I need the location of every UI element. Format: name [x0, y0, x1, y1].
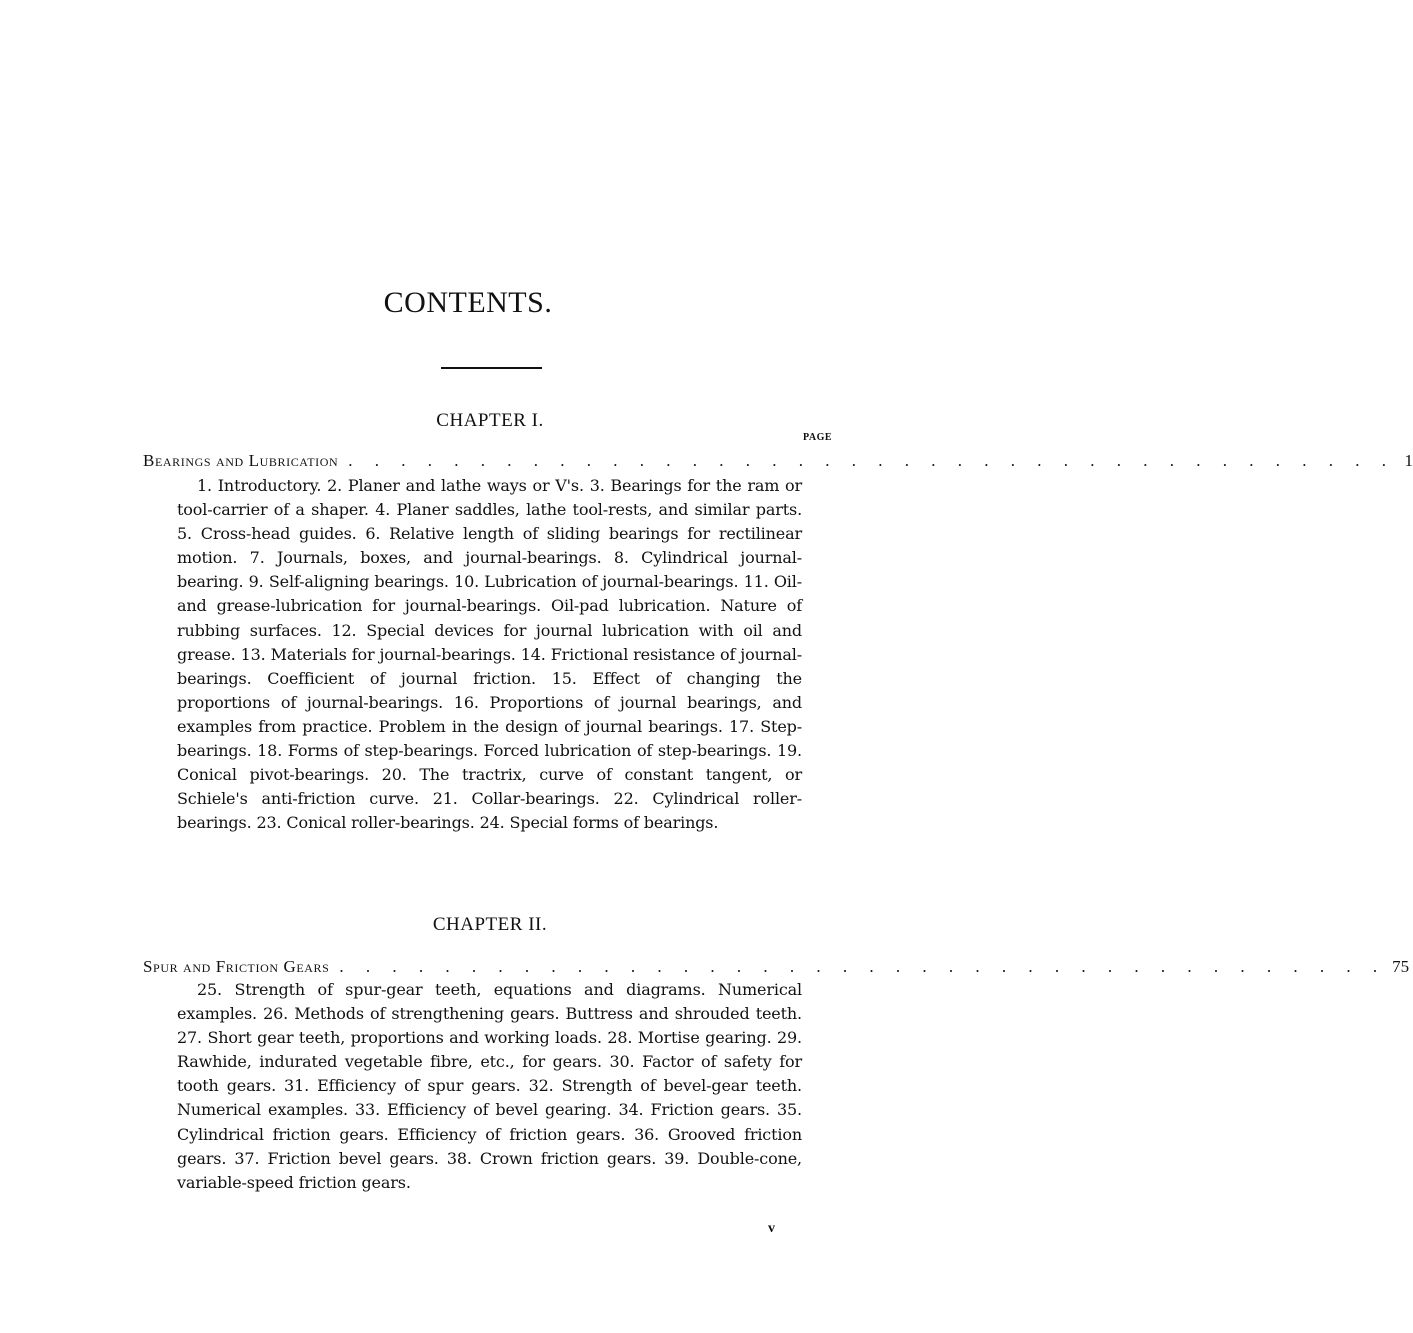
chapter-2-summary: 25. Strength of spur-gear teeth, equations and diagrams. Numerical examples. 26. Methods of strengthening gears. Buttress and shrouded teeth. 27. Short gear teeth, proportions and working loads. 28. Mortise gearing. 29. Rawhide, indurated vegetable fibre, etc., for gears. 30. Factor of safety for tooth gears. 31. Efficiency of spur gears. 32. Strength of bevel-gear teeth. Numerical examples. 33. Efficiency of bevel gearing. 34. Friction gears. 35. Cylindrical friction gears. Efficiency of friction gears. 36. Grooved friction gears. 37. Friction bevel gears. 38. Crown friction gears. 39. Double-cone, variable-speed friction gears.	[177, 980, 802, 1192]
chapter-1-summary: 1. Introductory. 2. Planer and lathe ways or V's. 3. Bearings for the ram or tool-carrier of a shaper. 4. Planer saddles, lathe tool-rests, and similar parts. 5. Cross-head guides. 6. Relative length of sliding bearings for rectilinear motion. 7. Journals, boxes, and journal-bearings. 8. Cylindrical journal-bearing. 9. Self-aligning bearings. 10. Lubrication of journal-bearings. 11. Oil- and grease-lubrication for journal-bearings. Oil-pad lubrication. Nature of rubbing surfaces. 12. Special devices for journal lubrication with oil and grease. 13. Materials for journal-bearings. 14. Frictional resistance of journal-bearings. Coefficient of journal friction. 15. Effect of changing the proportions of journal-bearings. 16. Proportions of journal bearings, and examples from practice. Problem in the design of journal bearings. 17. Step-bearings. 18. Forms of step-bearings. Forced lubrication of step-bearings. 19. Conical pivot-bearings. 20. The tractrix, curve of constant tangent, or Schiele's anti-friction curve. 21. Collar-bearings. 22. Cylindrical roller-bearings. 23. Conical roller-bearings. 24. Special forms of bearings.	[177, 476, 802, 833]
chapter-1-entry[interactable]	[143, 451, 1413, 471]
page-column-label: PAGE	[803, 432, 833, 443]
chapter-2-page-number[interactable]: 75	[1392, 957, 1410, 976]
chapter-2-heading: CHAPTER II.	[432, 914, 548, 935]
dot-leader: . . . . . . . . . . . . . . . . . . . . . . . . . . . . . . . . . . . . . . . .	[348, 451, 1396, 470]
title-divider	[441, 367, 542, 369]
chapter-1-heading: CHAPTER I.	[436, 410, 544, 431]
dot-leader: . . . . . . . . . . . . . . . . . . . . . . . . . . . . . . . . . . . . . . . .	[339, 957, 1387, 976]
chapter-2-title[interactable]: Spur and Friction Gears	[143, 957, 330, 976]
folio-page-number: v	[768, 1221, 775, 1236]
chapter-2-entry[interactable]	[143, 957, 1410, 977]
chapter-1-title[interactable]: Bearings and Lubrication	[143, 451, 339, 470]
page-title: CONTENTS.	[383, 286, 553, 319]
chapter-1-page-number[interactable]: 1	[1404, 451, 1413, 470]
